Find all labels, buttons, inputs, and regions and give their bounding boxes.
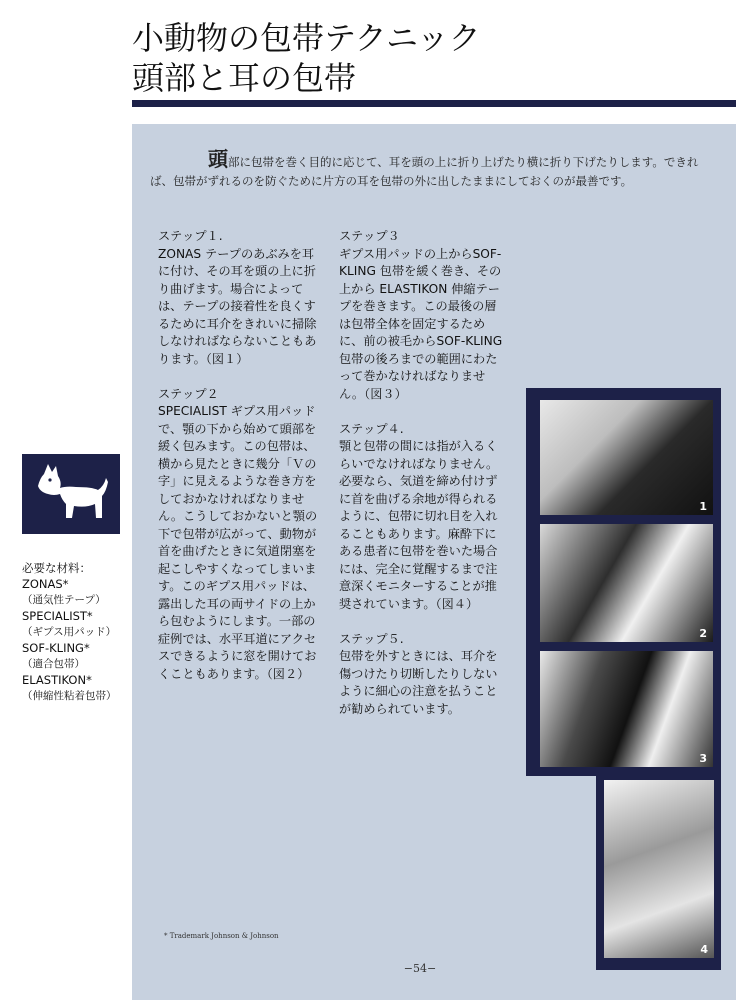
step-1-body: ZONAS テープのあぶみを耳に付け、その耳を頭の上に折り曲げます。場合によっては、テープの接着性を良くするために耳介をきれいに掃除しなければならないこともあります。（図１） (158, 246, 317, 366)
material-desc: （適合包帯） (22, 658, 85, 670)
step-5 (339, 631, 507, 719)
step-4-title: ステップ４. (339, 421, 404, 436)
figure-number: 4 (700, 943, 708, 956)
figure-photo-2 (540, 524, 713, 642)
step-4-body: 顎と包帯の間には指が入るくらいでなければなりません。必要なら、気道を締め付けずに首を曲げる余地が得られるように、包帯に切れ目を入れることもあります。麻酔下にある患者に包帯を巻いた場合には、完全に覚醒するまで注意深くモニターすることが推奨されています。（図４） (339, 439, 499, 611)
title-line-1: 小動物の包帯テクニック (132, 19, 481, 57)
materials-list (22, 560, 142, 704)
step-3 (339, 228, 507, 403)
step-5-body: 包帯を外すときには、耳介を傷つけたり切断したりしないように細心の注意を払うことが勧められています。 (339, 649, 498, 716)
material-name: SOF-KLING* (22, 641, 90, 655)
step-4 (339, 421, 507, 614)
dog-icon-box (22, 454, 120, 534)
steps-column-left (158, 228, 326, 701)
materials-heading: 必要な材料： (22, 561, 91, 575)
step-2-body: SPECIALIST ギプス用パッドで、顎の下から始めて頭部を緩く包みます。この包帯は、横から見たときに幾分「Ｖの字」に見えるような巻き方をしておかなければなりません。こうしておかないと顎の下で包帯が広がって、動物が首を曲げたときに気道閉塞を起こしやすくなってしまいます。このギプス用パッドは、露出した耳の両サイドの上から包むようにします。一部の症例では、水平耳道にアクセスできるように窓を開けておくこともあります。（図２） (158, 404, 318, 681)
title-rule (132, 100, 736, 107)
intro-text: 部に包帯を巻く目的に応じて、耳を頭の上に折り上げたり横に折り下げたりします。できれば、包帯がずれるのを防ぐために片方の耳を包帯の外に出したままにしておくのが最善です。 (150, 155, 699, 188)
material-name: ZONAS* (22, 577, 69, 591)
figure-photo-1 (540, 400, 713, 515)
step-2 (158, 386, 326, 684)
intro-dropcap: 頭 (208, 147, 228, 171)
material-desc: （ギプス用パッド） (22, 626, 117, 638)
step-1 (158, 228, 326, 368)
steps-column-right (339, 228, 507, 736)
page-title (132, 18, 481, 98)
step-3-body: ギプス用パッドの上からSOF-KLING 包帯を緩く巻き、その上から ELASTIKON 伸縮テープを巻きます。この最後の層は包帯全体を固定するために、前の被毛からSOF-KLING 包帯の後ろまでの範囲にわたって巻かなければなりません。（図３） (339, 246, 503, 401)
step-2-title: ステップ２ (158, 386, 219, 401)
step-3-title: ステップ３ (339, 229, 400, 243)
dog-icon (36, 460, 108, 528)
trademark-note: * Trademark Johnson & Johnson (164, 932, 279, 940)
figure-number: 3 (699, 752, 707, 765)
page-number: −54− (403, 962, 437, 975)
figure-number: 1 (699, 500, 707, 513)
step-1-title: ステップ１. (158, 229, 223, 243)
figure-photo-3 (540, 651, 713, 767)
material-name: ELASTIKON* (22, 673, 92, 687)
step-5-title: ステップ５. (339, 631, 404, 646)
title-line-2: 頭部と耳の包帯 (132, 59, 357, 97)
figure-photo-4 (604, 780, 714, 958)
material-desc: （伸縮性粘着包帯） (22, 690, 117, 702)
material-name: SPECIALIST* (22, 609, 93, 623)
material-desc: （通気性テープ） (22, 594, 106, 606)
intro-paragraph (150, 147, 716, 191)
figure-number: 2 (699, 627, 707, 640)
